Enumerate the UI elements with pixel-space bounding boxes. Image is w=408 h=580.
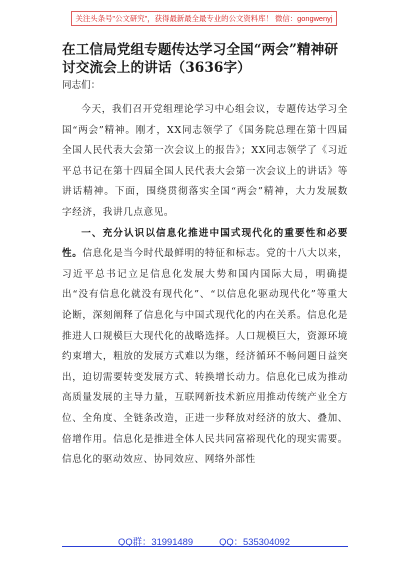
footer-qq-group: QQ群：31991489: [118, 536, 194, 547]
footer-divider: [62, 546, 348, 547]
footer-qq: QQ：535304092: [219, 536, 290, 547]
document-page: [62, 42, 348, 471]
greeting: 同志们：: [62, 80, 101, 91]
section-heading: 一、充分认识以信息化推进中国式现代化的重要性和必要性。: [62, 227, 348, 260]
document-title: 在工信局党组专题传达学习全国“两会”精神研讨交流会上的讲话（3636字）: [62, 42, 339, 76]
banner-text: 关注头条号"公文研究"，获得最新最全最专业的公文资料库！ 微信：gongwenyj: [71, 11, 338, 26]
header-banner: [0, 6, 408, 26]
paragraph-intro: 今天，我们召开党组理论学习中心组会议，专题传达学习全国“两会”精神。刚才，XX同志领学了《国务院总理在第十四届全国人民代表大会第一次会议上的报告》；XX同志领学了《习近平总书记在第十四届全国人民代表大会第一次会议上的讲话》等讲话精神。下面，围绕贯彻落实全国“两会”精神，大力发展数字经济，我讲几点意见。: [62, 104, 348, 218]
paragraph-section-1: [62, 224, 348, 471]
section-body: 信息化是当今时代最鲜明的特征和标志。党的十八大以来，习近平总书记立足信息化发展大势和国内国际大局，明确提出“没有信息化就没有现代化”、“以信息化驱动现代化”等重大论断，深刻阐释了信息化与中国式现代化的内在关系。信息化是推进人口规模巨大现代化的战略选择。人口规模巨大，资源环境约束增大，粗放的发展方式难以为继，经济循环不畅问题日益突出，迫切需要转变发展方式、转换增长动力。信息化已成为推动高质量发展的主导力量，互联网新技术新应用推动传统产业全方位、全角度、全链条改造，正进一步释放对经济的放大、叠加、倍增作用。信息化是推进全体人民共同富裕现代化的现实需要。信息化的驱动效应、协同效应、网络外部性: [62, 248, 348, 466]
